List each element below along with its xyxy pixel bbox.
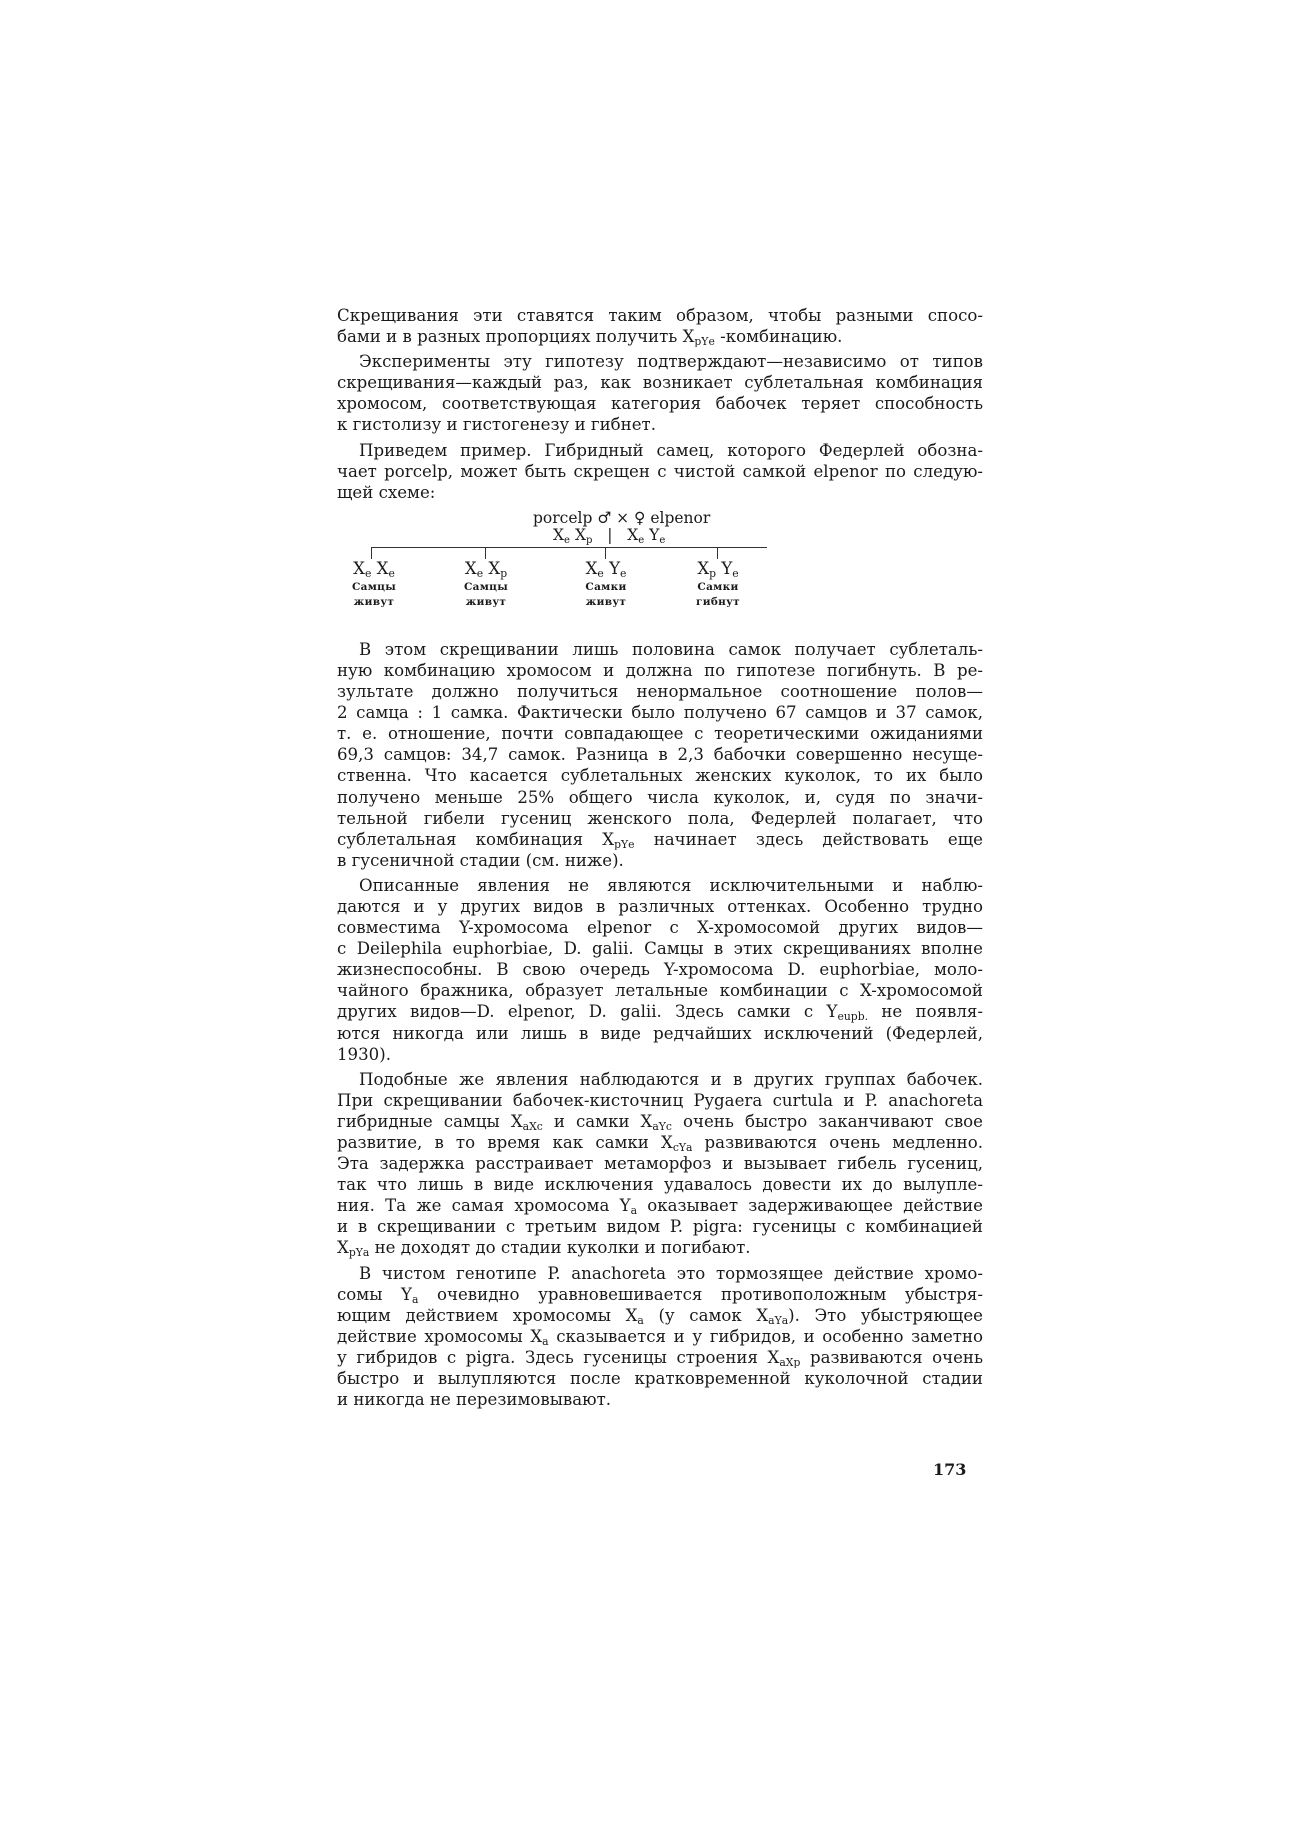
paragraph (337, 875, 983, 1065)
page-number: 173 (933, 1460, 967, 1479)
scheme-branch-tick (605, 547, 606, 559)
text-line: т. е. отношение, почти совпадающее с теоретическими ожиданиями (337, 724, 983, 744)
text-line: других видов—D. elpenor, D. galii. Здесь самки с $Y_{eupb.}$ не появля- (337, 1002, 983, 1023)
offspring-fate: живут (465, 595, 507, 608)
offspring-genotype: $X_p$ $Y_e$ (697, 558, 739, 580)
offspring-fate: гибнут (696, 595, 740, 608)
offspring-column (329, 559, 419, 608)
text-line: бами и в разных пропорциях получить $X_{pYe}$ -комбинацию. (337, 327, 843, 348)
offspring-fate: живут (353, 595, 395, 608)
text-line: быстро и вылупляются после кратковременной куколочной стадии (337, 1369, 983, 1389)
offspring-fate: живут (585, 595, 627, 608)
scheme-parents: porcelp ♂ × ♀ elpenor (533, 508, 711, 527)
text-line: При скрещивании бабочек-кисточниц Pygaera curtula и P. anachoreta (337, 1090, 983, 1110)
text-line: так что лишь в виде исключения удавалось довести их до вылупле- (337, 1175, 983, 1195)
text-line: чает porcelp, может быть скрещен с чистой самкой elpenor по следую- (337, 461, 983, 481)
text-line: ственна. Что касается сублетальных женских куколок, то их было (337, 766, 983, 786)
text-line: тельной гибели гусениц женского пола, Федерлей полагает, что (337, 808, 983, 828)
text-line: ную комбинацию хромосом и должна по гипотезе погибнуть. В ре- (337, 660, 983, 680)
offspring-column (441, 559, 531, 608)
offspring-genotype: $X_e$ $Y_e$ (585, 558, 627, 580)
offspring-column (673, 559, 763, 608)
text-line: Эксперименты эту гипотезу подтверждают—независимо от типов (359, 352, 983, 372)
text-line: у гибридов с pigra. Здесь гусеницы строения $X_{aXp}$ развиваются очень (337, 1347, 983, 1369)
text-block-after-scheme (337, 639, 983, 1414)
text-line: в гусеничной стадии (см. ниже). (337, 850, 624, 870)
text-line: щей схеме: (337, 482, 436, 502)
paragraph (337, 440, 983, 503)
text-line: Приведем пример. Гибридный самец, которого Федерлей обозна- (359, 440, 983, 460)
offspring-genotype: $X_e$ $X_p$ (464, 558, 508, 580)
text-line: ются никогда или лишь в виде редчайших исключений (Федерлей, (337, 1023, 983, 1043)
text-line: и в скрещивании с третьим видом P. pigra: гусеницы с комбинацией (337, 1217, 983, 1237)
scheme-branch-tick (717, 547, 718, 559)
text-line: чайного бражника, образует летальные комбинации с X-хромосомой (337, 981, 983, 1001)
text-line: ющим действием хромосомы $X_a$ (у самок $X_{aYa}$). Это убыстряющее (337, 1305, 983, 1326)
scheme-branch-tick (485, 547, 486, 559)
text-line: к гистолизу и гистогенезу и гибнет. (337, 415, 657, 435)
paragraph (337, 639, 983, 871)
text-line: Описанные явления не являются исключительными и наблю- (359, 875, 983, 895)
text-line: действие хромосомы $X_a$ сказывается и у гибридов, и особенно заметно (337, 1326, 983, 1347)
text-line: 1930). (337, 1044, 391, 1064)
scheme-parent-genotypes: $X_e$ $X_p$ | $X_e$ $Y_e$ (553, 525, 666, 546)
text-line: скрещивания—каждый раз, как возникает сублетальная комбинация (337, 373, 983, 393)
page-text-block (337, 305, 983, 1414)
text-line: совместима Y-хромосома elpenor с X-хромосомой других видов— (337, 918, 983, 938)
offspring-label: Самки (585, 580, 627, 593)
offspring-label: Самцы (463, 580, 509, 593)
text-line: гибридные самцы $X_{aXc}$ и самки $X_{aYc}$ очень быстро заканчивают свое (337, 1111, 983, 1132)
text-line: жизнеспособны. В свою очередь Y-хромосома D. euphorbiae, моло- (337, 960, 983, 980)
text-line: и никогда не перезимовывают. (337, 1390, 612, 1410)
scheme-branch-line (371, 547, 767, 548)
text-line: развитие, в то время как самки $X_{cYa}$ развиваются очень медленно. (337, 1133, 983, 1154)
crossing-scheme (337, 509, 983, 637)
text-line: ния. Та же самая хромосома $Y_a$ оказывает задерживающее действие (337, 1196, 983, 1217)
offspring-genotype: $X_e$ $X_e$ (353, 558, 395, 580)
text-line: $X_{pYa}$ не доходят до стадии куколки и погибают. (337, 1238, 751, 1259)
paragraph (337, 1263, 983, 1411)
text-line: Эта задержка расстраивает метаморфоз и вызывает гибель гусениц, (337, 1154, 983, 1174)
offspring-column (561, 559, 651, 608)
text-line: хромосом, соответствующая категория бабочек теряет способность (337, 394, 983, 414)
text-line: даются и у других видов в различных оттенках. Особенно трудно (337, 896, 983, 916)
text-line: зультате должно получиться ненормальное соотношение полов— (337, 682, 983, 702)
text-line: с Deilephila euphorbiae, D. galii. Самцы в этих скрещиваниях вполне (337, 939, 983, 959)
paragraph (337, 1069, 983, 1259)
offspring-label: Самки (697, 580, 739, 593)
text-line: В этом скрещивании лишь половина самок получает сублеталь- (359, 639, 983, 659)
text-line: получено меньше 25% общего числа куколок, и, судя по значи- (337, 787, 983, 807)
paragraph (337, 305, 983, 347)
text-line: сомы $Y_a$ очевидно уравновешивается противоположным убыстря- (337, 1284, 983, 1305)
offspring-label: Самцы (351, 580, 397, 593)
paragraph (337, 351, 983, 435)
text-line: сублетальная комбинация $X_{pYe}$ начинает здесь действовать еще (337, 829, 983, 850)
text-block-before-scheme (337, 305, 983, 507)
text-line: 69,3 самцов: 34,7 самок. Разница в 2,3 бабочки совершенно несуще- (337, 745, 983, 765)
text-line: 2 самца : 1 самка. Фактически было получено 67 самцов и 37 самок, (337, 703, 983, 723)
text-line: Скрещивания эти ставятся таким образом, чтобы разными спосо- (337, 306, 983, 325)
text-line: В чистом генотипе P. anachoreta это тормозящее действие хромо- (359, 1263, 983, 1283)
text-line: Подобные же явления наблюдаются и в других группах бабочек. (359, 1069, 983, 1089)
scheme-branch-tick (371, 547, 372, 559)
